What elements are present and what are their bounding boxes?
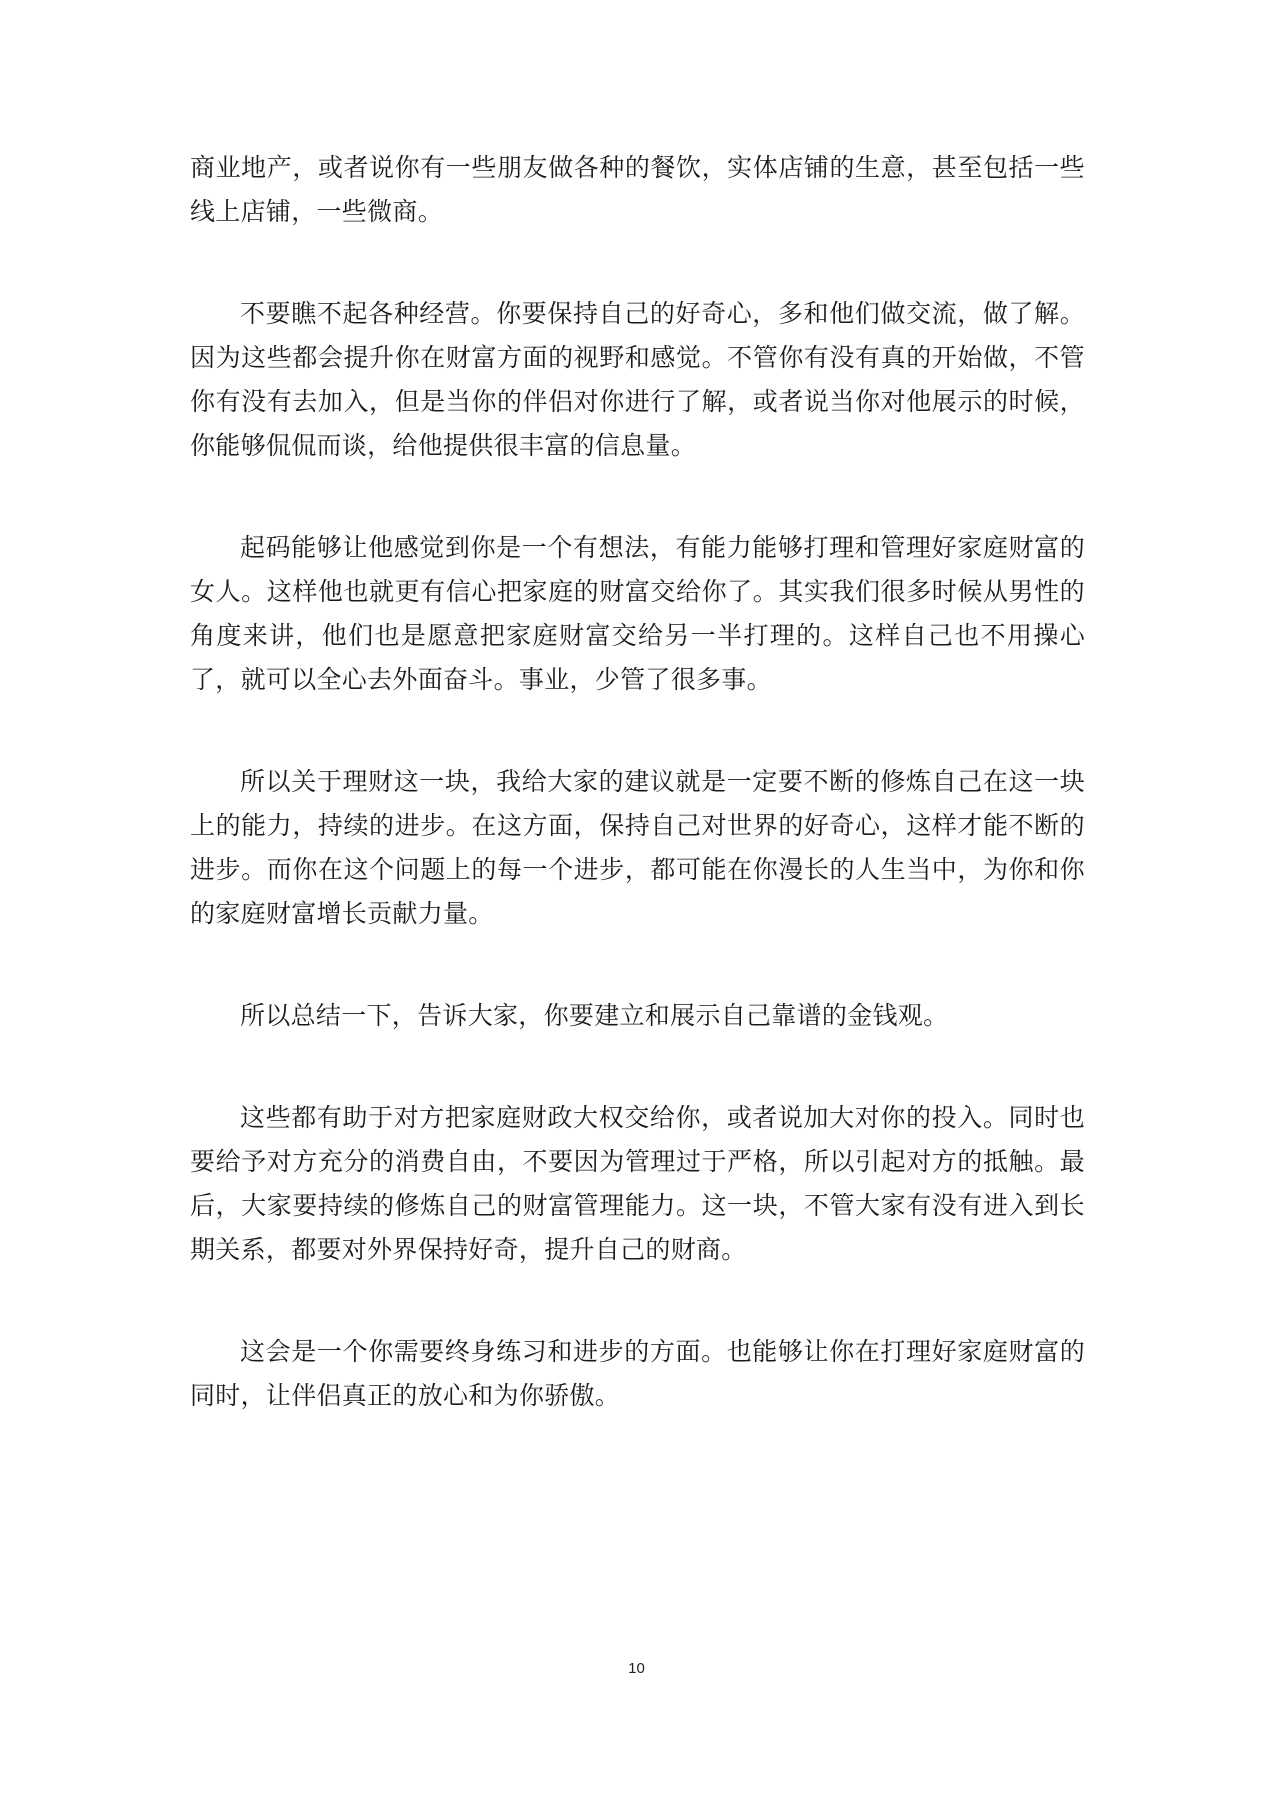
paragraph-3: 起码能够让他感觉到你是一个有想法，有能力能够打理和管理好家庭财富的女人。这样他也就更有信心把家庭的财富交给你了。其实我们很多时候从男性的角度来讲，他们也是愿意把家庭财富交给另一半打理的。这样自己也不用操心了，就可以全心去外面奋斗。事业，少管了很多事。 <box>190 533 1085 694</box>
document-body <box>190 146 1085 1476</box>
paragraph-6: 这些都有助于对方把家庭财政大权交给你，或者说加大对你的投入。同时也要给予对方充分的消费自由，不要因为管理过于严格，所以引起对方的抵触。最后，大家要持续的修炼自己的财富管理能力。这一块，不管大家有没有进入到长期关系，都要对外界保持好奇，提升自己的财商。 <box>190 1103 1085 1264</box>
page-number: 10 <box>628 1660 645 1677</box>
paragraph-2: 不要瞧不起各种经营。你要保持自己的好奇心，多和他们做交流，做了解。因为这些都会提升你在财富方面的视野和感觉。不管你有没有真的开始做，不管你有没有去加入，但是当你的伴侣对你进行了解，或者说当你对他展示的时候，你能够侃侃而谈，给他提供很丰富的信息量。 <box>190 299 1085 460</box>
paragraph-7: 这会是一个你需要终身练习和进步的方面。也能够让你在打理好家庭财富的同时，让伴侣真正的放心和为你骄傲。 <box>190 1337 1085 1410</box>
paragraph-4: 所以关于理财这一块，我给大家的建议就是一定要不断的修炼自己在这一块上的能力，持续的进步。在这方面，保持自己对世界的好奇心，这样才能不断的进步。而你在这个问题上的每一个进步，都可能在你漫长的人生当中，为你和你的家庭财富增长贡献力量。 <box>190 767 1085 928</box>
paragraph-1: 商业地产，或者说你有一些朋友做各种的餐饮，实体店铺的生意，甚至包括一些线上店铺，一些微商。 <box>190 153 1085 226</box>
paragraph-5: 所以总结一下，告诉大家，你要建立和展示自己靠谱的金钱观。 <box>240 1001 949 1030</box>
